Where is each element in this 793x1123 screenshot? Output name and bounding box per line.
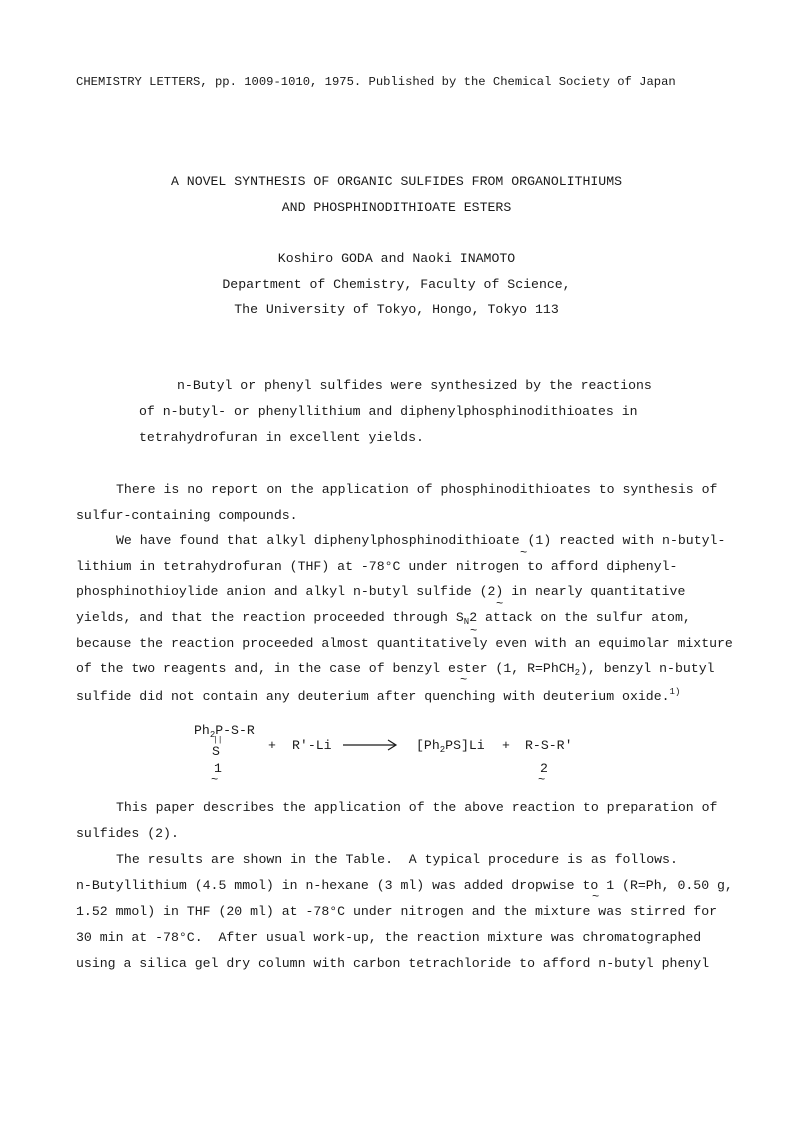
body-p3-line-1: This paper describes the application of the above reaction to preparation of [116,800,718,815]
reaction-arrow-icon [343,738,399,752]
tilde-mark: ~ [211,773,219,787]
body-p2-line-1: We have found that alkyl diphenylphosphinodithioate (1) reacted with n-butyl- [116,533,726,548]
plus-sign: + [268,738,276,753]
author-names: Koshiro GODA and Naoki INAMOTO [277,251,516,266]
abstract-line-3: tetrahydrofuran in excellent yields. [139,430,424,445]
product-2-formula: R-S-R' [525,738,573,753]
body-p1-line-1: There is no report on the application of phosphinodithioates to synthesis of [116,482,718,497]
body-p4-line-3: 1.52 mmol) in THF (20 ml) at -78°C under nitrogen and the mixture was stirred for [76,904,718,919]
body-p2-line-2: lithium in tetrahydrofuran (THF) at -78°C under nitrogen to afford diphenyl- [76,559,678,574]
tilde-mark: ~ [538,773,546,787]
reactant-formula: $Ph_2P-S-R$ [194,723,255,740]
body-p2-line-6: of the two reagents and, in the case of benzyl ester (1, R=PhCH$_2$), benzyl n-butyl [76,661,715,678]
body-p2-line-3: phosphinothioylide anion and alkyl n-butyl sulfide (2) in nearly quantitative [76,584,686,599]
compound-label-2: 2 [540,761,548,776]
journal-header: CHEMISTRY LETTERS, pp. 1009-1010, 1975. Published by the Chemical Society of Japan [76,75,676,89]
tilde-mark: ~ [460,673,468,687]
body-p4-line-4: 30 min at -78°C. After usual work-up, the reaction mixture was chromatographed [76,930,702,945]
abstract-line-1: n-Butyl or phenyl sulfides were synthesized by the reactions [177,378,652,393]
body-p2-line-4: yields, and that the reaction proceeded through $S_N2$ attack on the sulfur atom, [76,610,691,627]
product-1-formula: $[Ph_2PS]Li$ [416,738,485,755]
body-p3-line-2: sulfides (2). [76,826,179,841]
title-line-1: A NOVEL SYNTHESIS OF ORGANIC SULFIDES FROM ORGANOLITHIUMS [170,174,623,189]
affiliation-line-1: Department of Chemistry, Faculty of Science, [222,277,571,292]
tilde-mark: ~ [470,624,478,638]
title-line-2: AND PHOSPHINODITHIOATE ESTERS [281,200,512,215]
body-p4-line-1: The results are shown in the Table. A typical procedure is as follows. [116,852,678,867]
abstract-line-2: of n-butyl- or phenyllithium and diphenylphosphinodithioates in [139,404,638,419]
compound-label-1: 1 [214,761,222,776]
double-bond: || [213,736,223,745]
body-p4-line-2: n-Butyllithium (4.5 mmol) in n-hexane (3 ml) was added dropwise to 1 (R=Ph, 0.50 g, [76,878,733,893]
tilde-mark: ~ [592,890,600,904]
affiliation-line-2: The University of Tokyo, Hongo, Tokyo 113 [234,302,559,317]
body-p2-line-7: sulfide did not contain any deuterium after quenching with deuterium oxide.$^{1)}$ [76,687,681,704]
body-p1-line-2: sulfur-containing compounds. [76,508,298,523]
tilde-mark: ~ [520,546,528,560]
body-p4-line-5: using a silica gel dry column with carbon tetrachloride to afford n-butyl phenyl [76,956,710,971]
plus-sign: + [502,738,510,753]
tilde-mark: ~ [496,597,504,611]
reagent-formula: R'-Li [292,738,332,753]
body-p2-line-5: because the reaction proceeded almost quantitatively even with an equimolar mixture [76,636,733,651]
sulfur-atom: S [212,744,220,759]
